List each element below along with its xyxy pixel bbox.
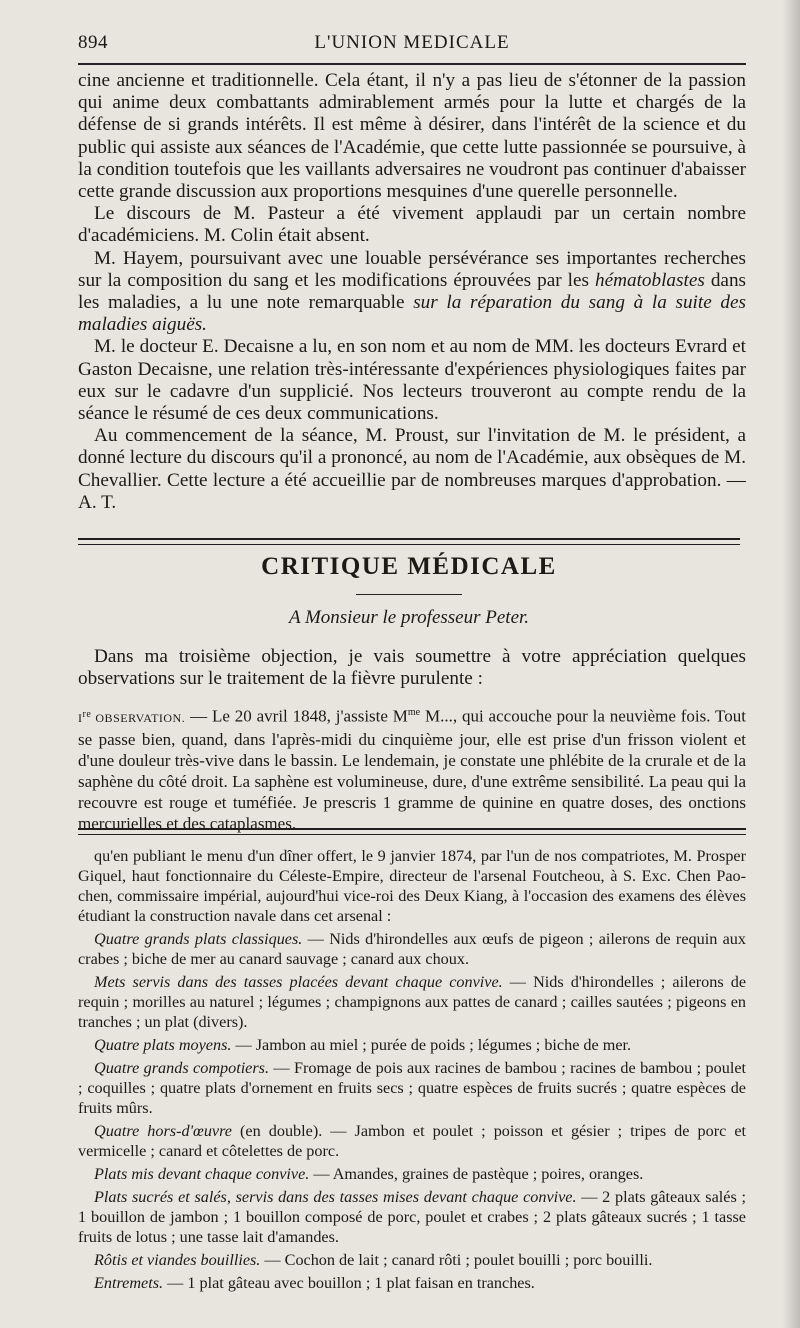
menu-item bbox=[78, 1035, 746, 1055]
menu-item-text: — Jambon au miel ; purée de poids ; légumes ; biche de mer. bbox=[231, 1036, 632, 1054]
menu-item bbox=[78, 1250, 746, 1270]
menu-item bbox=[78, 1273, 746, 1293]
observation-label: OBSERVATION. bbox=[91, 710, 186, 725]
menu-item-text: — 1 plat gâteau avec bouillon ; 1 plat faisan en tranches. bbox=[163, 1274, 535, 1292]
menu-item bbox=[78, 1058, 746, 1118]
menu-item-label: Plats mis devant chaque convive. bbox=[94, 1165, 310, 1183]
menu-item-label: Quatre plats moyens. bbox=[94, 1036, 232, 1054]
menu-item-text: — 2 plats gâteaux salés ; 1 bouillon de jambon ; 1 bouillon composé de porc, poulet et crabes ; 2 plats gâteaux sucrés ; 1 tasse fruits de lotus ; une tasse lait d'amandes. bbox=[78, 1188, 746, 1246]
menu-item bbox=[78, 1164, 746, 1184]
menu-item bbox=[78, 972, 746, 1032]
page-edge-shadow bbox=[782, 0, 800, 1328]
observation-paragraph bbox=[78, 702, 746, 834]
dedication: A Monsieur le professeur Peter. bbox=[288, 607, 530, 628]
menu-item-label: Entremets. bbox=[94, 1274, 164, 1292]
paragraph-2: Le discours de M. Pasteur a été vivement applaudi par un certain nombre d'académiciens. M. Colin était absent. bbox=[78, 203, 746, 247]
paragraph-5: Au commencement de la séance, M. Proust, sur l'invitation de M. le président, a donné lecture du discours qu'il a prononcé, au nom de l'Académie, aux obsèques de M. Chevallier. Cette lecture a été accueillie par de nombreuses marques d'approbation. — A. T. bbox=[78, 425, 746, 513]
article-body bbox=[78, 70, 746, 514]
section-title: CRITIQUE MÉDICALE bbox=[261, 553, 557, 580]
menu-item-label: Plats sucrés et salés, servis dans des tasses mises devant chaque convive. bbox=[94, 1188, 577, 1206]
menu-item-text: — Nids d'hirondelles ; ailerons de requin ; morilles au naturel ; légumes ; champignons aux pattes de canard ; cailles sautées ; pigeons en tranches ; un plat (divers). bbox=[78, 973, 746, 1031]
observation-number bbox=[78, 708, 186, 725]
paragraph-3-text-b: dans les maladies, a lu une note remarquable bbox=[78, 269, 747, 314]
observation-sup: re bbox=[82, 708, 92, 720]
menu-item-label: Quatre grands compotiers. bbox=[94, 1059, 270, 1077]
menu-item-text: — Nids d'hirondelles aux œufs de pigeon ; ailerons de requin aux crabes ; biche de mer au canard sauvage ; canard aux choux. bbox=[78, 930, 746, 968]
observation-block bbox=[78, 702, 746, 834]
observation-text-a: — Le 20 avril 1848, j'assiste M bbox=[185, 706, 408, 726]
menu-item bbox=[78, 1187, 746, 1247]
paragraph-1: cine ancienne et traditionnelle. Cela étant, il n'y a pas lieu de s'étonner de la passion qui anime deux combattants admirablement armés pour la lutte et chargés de la défense de si grands intérêts. Il est même à désirer, dans l'intérêt de la science et du public qui assiste aux séances de l'Académie, que cette lutte passionnée se poursuive, à la condition toutefois que les vaillants adversaires ne voudront pas continuer d'abaisser cette grande discussion aux proportions mesquines d'une querelle personnelle. bbox=[78, 70, 746, 203]
menu-item bbox=[78, 929, 746, 969]
menu-item-label: Quatre grands plats classiques. bbox=[94, 930, 303, 948]
section-intro bbox=[78, 646, 746, 690]
intro-paragraph: Dans ma troisième objection, je vais soumettre à votre appréciation quelques observations sur le traitement de la fièvre purulente : bbox=[78, 646, 746, 689]
menu-item-text: — Fromage de pois aux racines de bambou ; racines de bambou ; poulet ; coquilles ; quatre plats d'ornement en fruits secs ; quatre espèces de fruits sucrés ; quatre espèces de fruits mûrs. bbox=[78, 1059, 747, 1117]
paragraph-3-text-a: M. Hayem, poursuivant avec une louable persévérance ses importantes recherches sur la composition du sang et les modifications éprouvées par les bbox=[78, 247, 746, 291]
observation-roman: I bbox=[78, 710, 83, 725]
feuilleton-divider bbox=[78, 828, 746, 835]
observation-text-b: M..., qui accouche pour la neuvième fois. Tout se passe bien, quand, dans l'après-midi du cinquième jour, elle est prise d'un frisson violent et d'une douleur très-vive dans le bassin. Le lendemain, je constate une phlébite de la crurale et de la saphène du côté droit. La saphène est volumineuse, dure, d'une extrême sensibilité. La peau qui la recouvre est rouge et tuméfiée. Je prescris 1 gramme de quinine en quatre doses, des onctions mercurielles et des cataplasmes. bbox=[78, 706, 746, 833]
menu-item-text: (en double). — Jambon et poulet ; poisson et gésier ; tripes de porc et vermicelle ; canard et côtelettes de porc. bbox=[78, 1122, 746, 1160]
menu-item bbox=[78, 1121, 746, 1161]
paragraph-3-italic-b: sur la réparation du sang à la suite des maladies aiguës. bbox=[78, 292, 746, 336]
paragraph-3-italic-a: hématoblastes bbox=[595, 269, 705, 291]
menu-item-label: Mets servis dans des tasses placées devant chaque convive. bbox=[94, 973, 503, 991]
title-underline bbox=[356, 594, 462, 595]
feuilleton bbox=[78, 846, 746, 1296]
paragraph-3 bbox=[78, 248, 746, 337]
menu-item-label: Quatre hors-d'œuvre bbox=[94, 1122, 232, 1140]
menu-item-label: Rôtis et viandes bouillies. bbox=[94, 1251, 261, 1269]
section-divider bbox=[78, 538, 740, 545]
menu-item-text: — Cochon de lait ; canard rôti ; poulet bouilli ; porc bouilli. bbox=[260, 1251, 653, 1269]
paragraph-4: M. le docteur E. Decaisne a lu, en son nom et au nom de MM. les docteurs Evrard et Gaston Decaisne, une relation très-intéressante d'expériences physiologiques faites par eux sur le cadavre d'un supplicié. Nos lecteurs trouveront au compte rendu de la séance le résumé de ces deux communications. bbox=[78, 336, 746, 425]
page-header bbox=[78, 28, 746, 58]
running-title: L'UNION MEDICALE bbox=[314, 32, 510, 53]
menu-item-text: — Amandes, graines de pastèque ; poires, oranges. bbox=[309, 1165, 644, 1183]
page-number: 894 bbox=[78, 32, 108, 53]
observation-text-sup: me bbox=[407, 707, 421, 718]
feuilleton-intro: qu'en publiant le menu d'un dîner offert, le 9 janvier 1874, par l'un de nos compatriotes, M. Prosper Giquel, haut fonctionnaire du Céleste-Empire, directeur de l'arsenal Foutcheou, à S. Exc. Chen Pao-chen, commissaire impérial, aujourd'hui vice-roi des Deux Kiang, à l'occasion des examens des élèves étudiant la construction navale dans cet arsenal : bbox=[78, 847, 746, 925]
header-rule bbox=[78, 63, 746, 65]
